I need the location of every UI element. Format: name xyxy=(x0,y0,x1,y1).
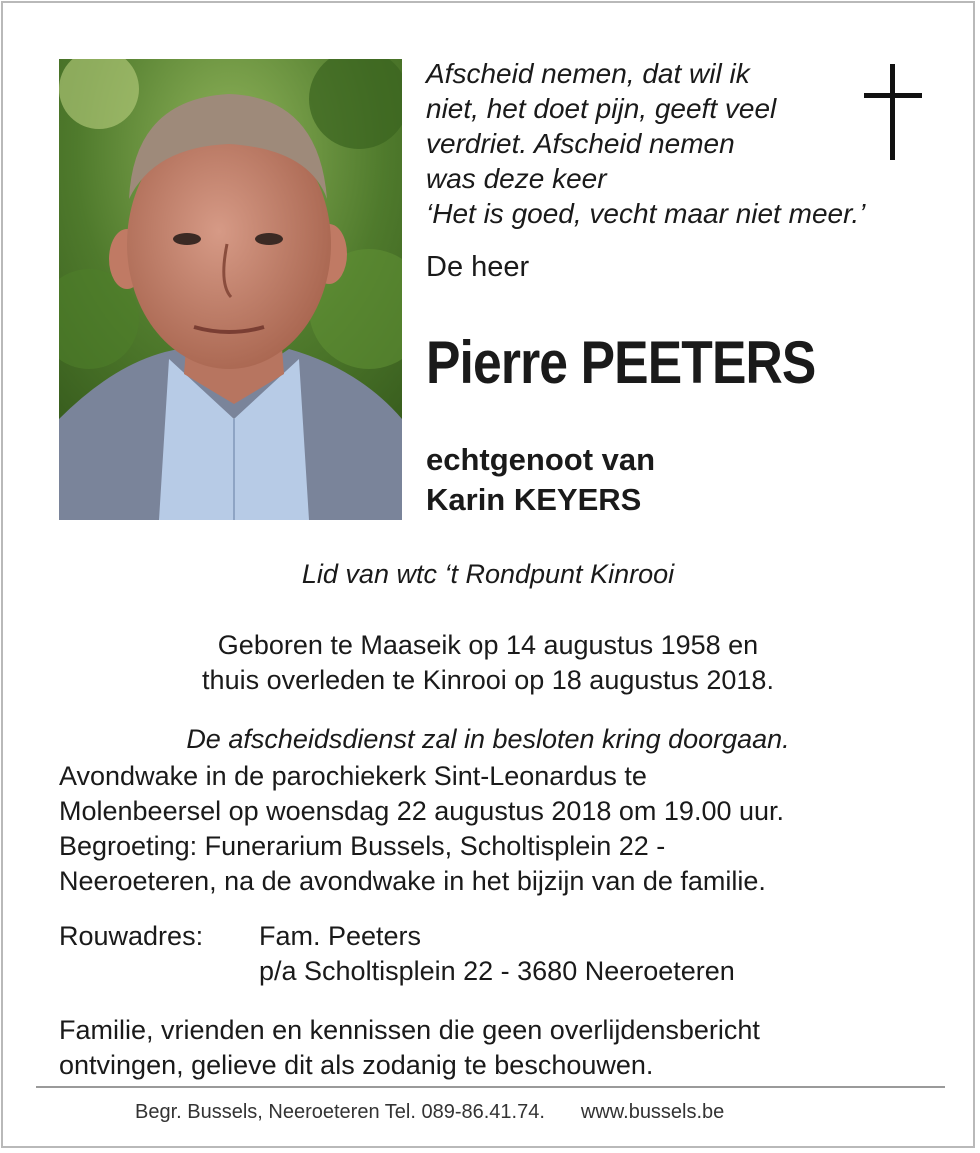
death-line: thuis overleden te Kinrooi op 18 augustus 2018. xyxy=(202,665,774,695)
service-note: De afscheidsdienst zal in besloten kring doorgaan. xyxy=(186,724,790,754)
poem-line: niet, het doet pijn, geeft veel xyxy=(426,93,777,124)
club-membership: Lid van wtc ‘t Rondpunt Kinrooi xyxy=(301,559,675,589)
address-line: p/a Scholtisplein 22 - 3680 Neeroeteren xyxy=(259,956,735,986)
closing-notice xyxy=(59,1013,760,1083)
portrait-photo xyxy=(59,59,402,520)
service-line: Molenbeersel op woensdag 22 augustus 2018 om 19.00 uur. xyxy=(59,796,785,826)
footer-website-link[interactable]: www.bussels.be xyxy=(580,1101,725,1123)
address-line: Fam. Peeters xyxy=(259,921,422,951)
closing-line: Familie, vrienden en kennissen die geen overlijdensbericht xyxy=(59,1015,760,1045)
cross-icon xyxy=(864,64,922,160)
spouse-relation: echtgenoot van xyxy=(426,442,656,477)
service-line: Neeroeteren, na de avondwake in het bijzijn van de familie. xyxy=(59,866,766,896)
footer xyxy=(135,1101,724,1124)
birth-death-info xyxy=(0,628,976,698)
service-line: Begroeting: Funerarium Bussels, Scholtisplein 22 - xyxy=(59,831,666,861)
title-prefix: De heer xyxy=(426,251,530,283)
birth-line: Geboren te Maaseik op 14 augustus 1958 en xyxy=(217,630,759,660)
poem-line: was deze keer xyxy=(426,163,607,194)
deceased-name: Pierre PEETERS xyxy=(426,329,816,396)
service-details xyxy=(59,759,959,899)
poem-line: verdriet. Afscheid nemen xyxy=(426,128,735,159)
footer-contact: Begr. Bussels, Neeroeteren Tel. 089-86.41.74. xyxy=(135,1101,545,1123)
poem-line: ‘Het is goed, vecht maar niet meer.’ xyxy=(426,198,866,229)
closing-line: ontvingen, gelieve dit als zodanig te beschouwen. xyxy=(59,1050,654,1080)
spouse-block xyxy=(426,440,655,520)
spouse-name: Karin KEYERS xyxy=(426,482,642,517)
service-line: Avondwake in de parochiekerk Sint-Leonardus te xyxy=(59,761,647,791)
poem-line: Afscheid nemen, dat wil ik xyxy=(426,58,750,89)
footer-divider xyxy=(36,1086,945,1088)
address-label: Rouwadres: xyxy=(59,921,204,951)
address-lines xyxy=(259,919,735,989)
portrait-illustration xyxy=(59,59,402,520)
